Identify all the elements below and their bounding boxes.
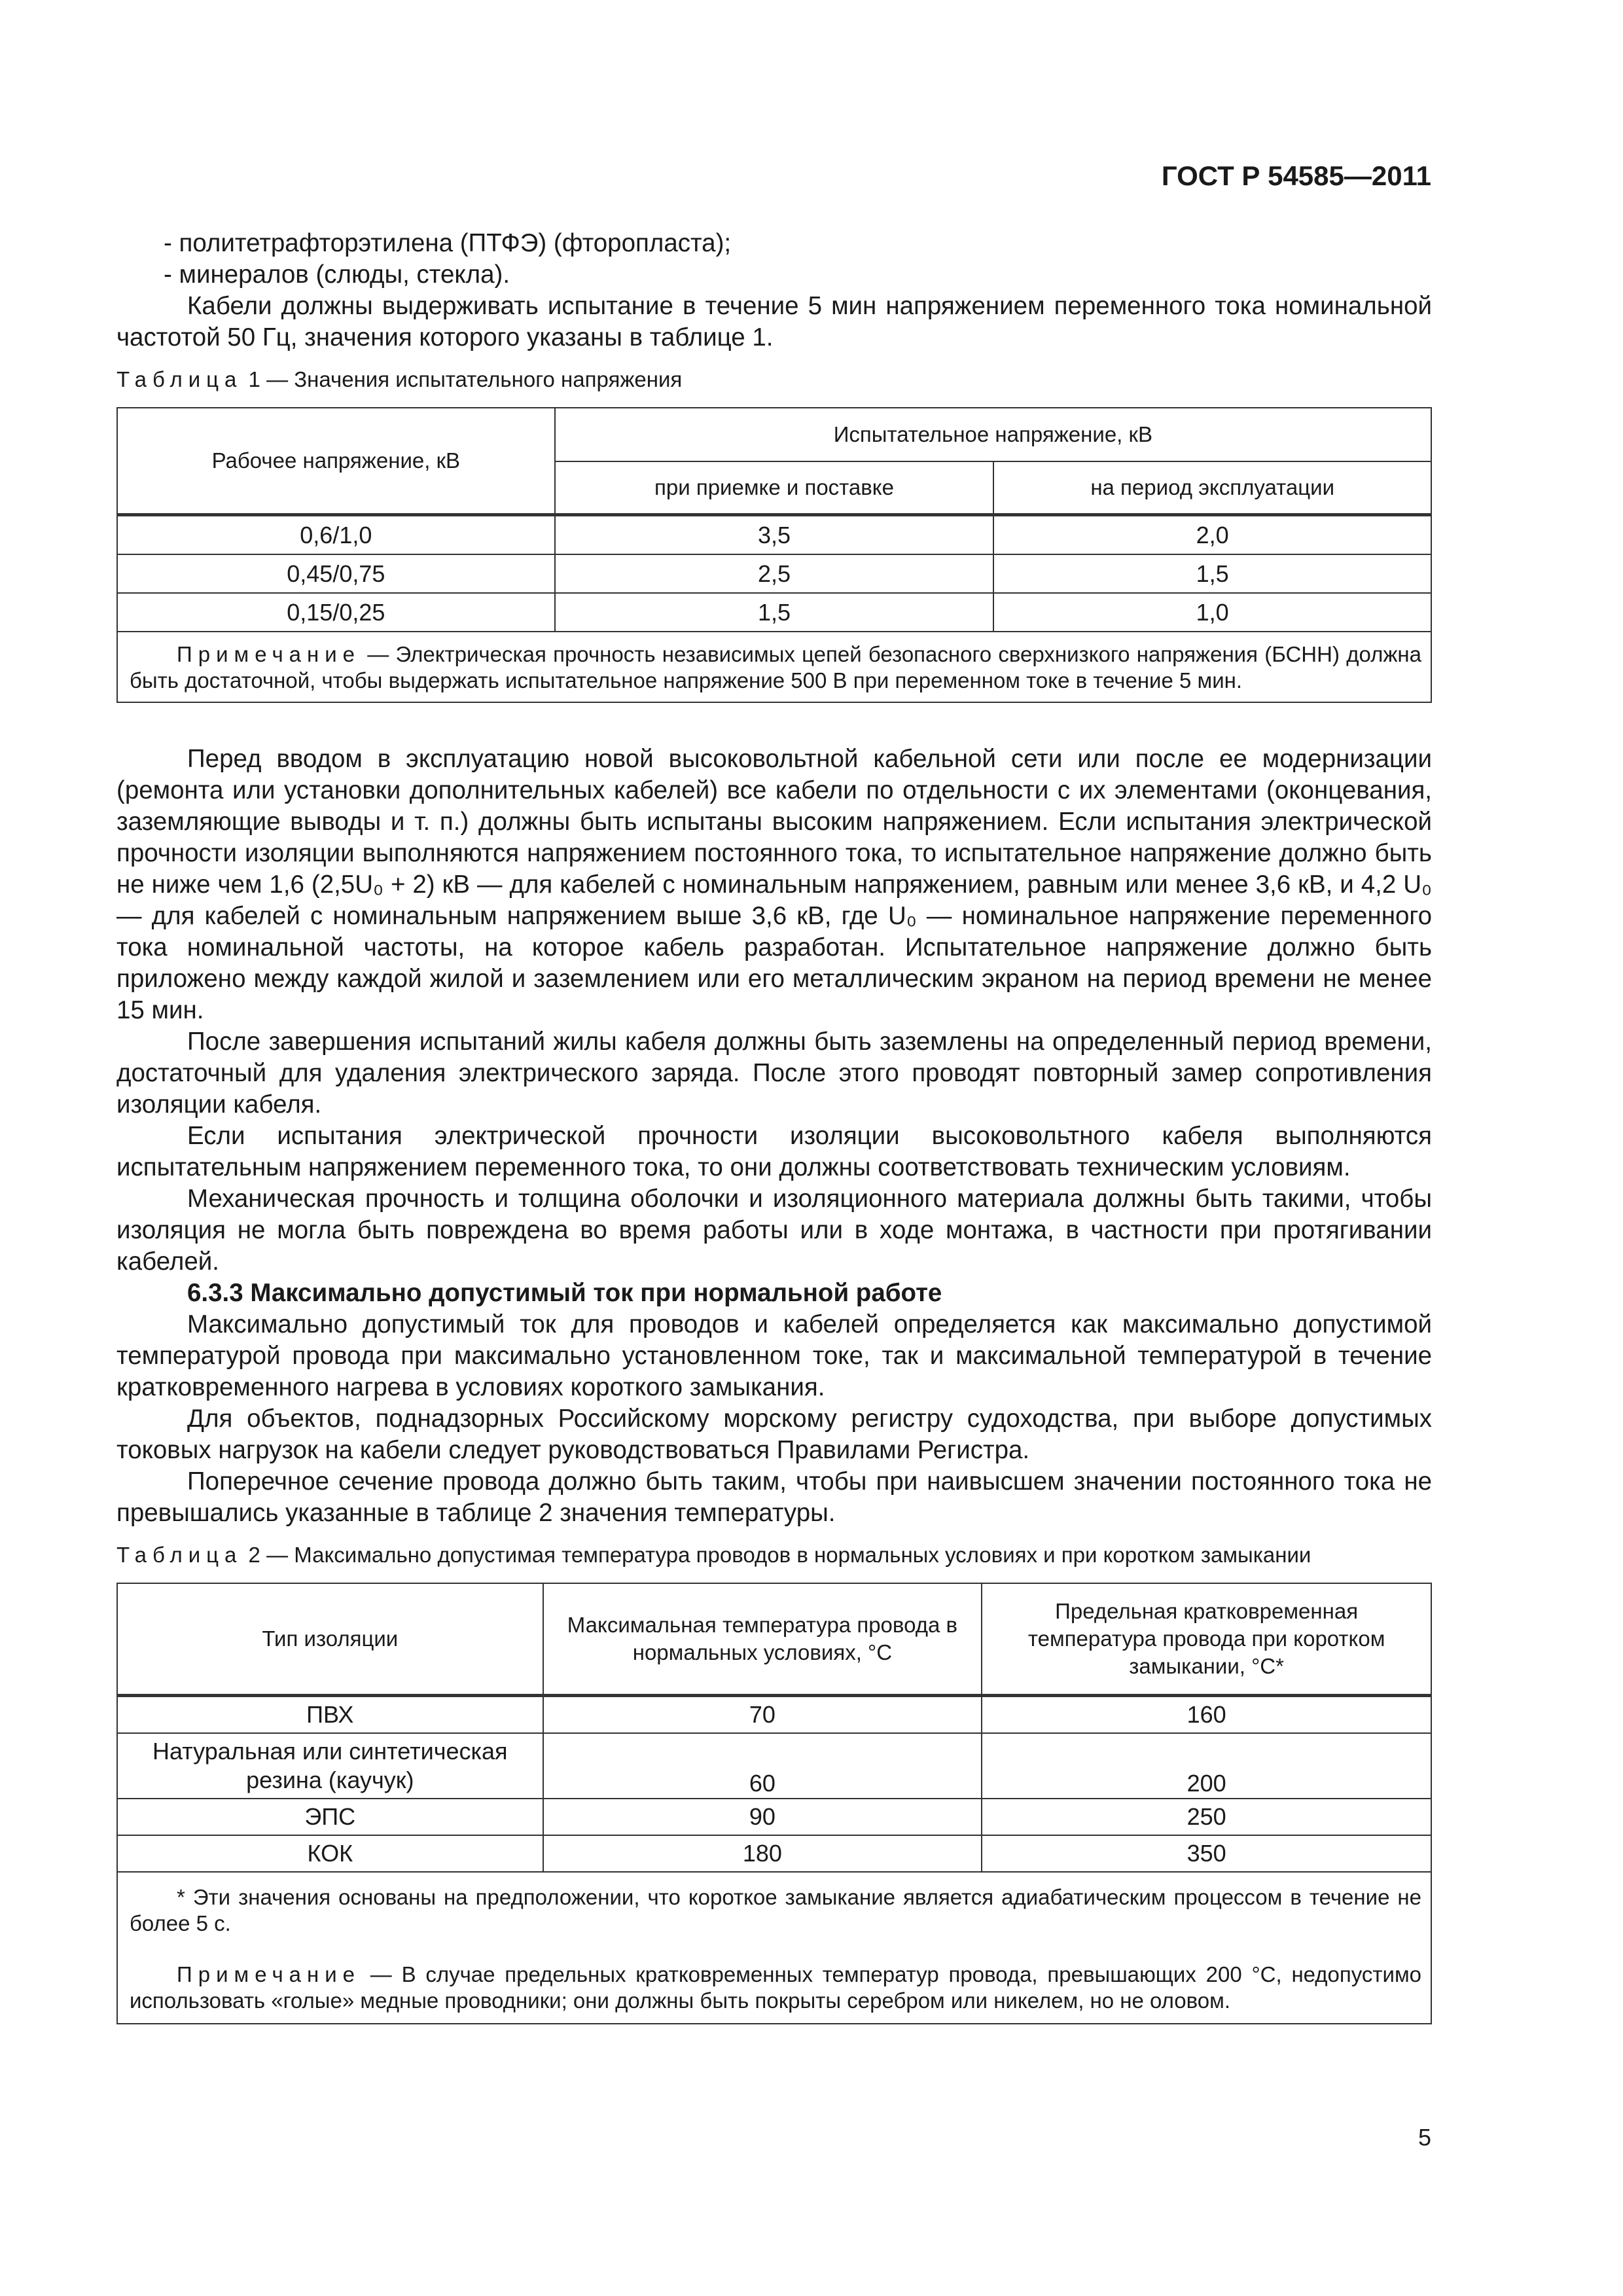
paragraph: Если испытания электрической прочности изоляции высоковольтного кабеля выполняются испытательным напряжением переменного тока, то они должны соответствовать техническим условиям. [116, 1122, 1432, 1181]
cell-max-temp: 60 [543, 1733, 982, 1799]
cell-insulation: Натуральная или синтетическая резина (каучук) [117, 1733, 543, 1799]
cell-operation: 1,0 [993, 593, 1431, 632]
table-row [117, 554, 1431, 593]
table-test-voltage [116, 407, 1432, 703]
table-row [117, 1696, 1431, 1734]
cell-limit-temp: 350 [982, 1835, 1431, 1872]
paragraph: Поперечное сечение провода должно быть таким, чтобы при наивысшем значении постоянного тока не превышались указанные в таблице 2 значения температуры. [116, 1467, 1432, 1527]
paragraph: Максимально допустимый ток для проводов и кабелей определяется как максимально допустимой температурой провода при максимально установленном токе, так и максимальной температурой в течение кратковременного нагрева в условиях короткого замыкания. [116, 1310, 1432, 1401]
cell-insulation: ЭПС [117, 1799, 543, 1835]
table2-footnote: * Эти значения основаны на предположении, что короткое замыкание является адиабатическим процессом в течение не более 5 с. [130, 1885, 1421, 1935]
paragraph: Перед вводом в эксплуатацию новой высоковольтной кабельной сети или после ее модернизации (ремонта или установки дополнительных кабелей) все кабели по отдельности с их элементами (оконцевания, заземляющие выводы и т. п.) должны быть испытаны высоким напряжением. Если испытания электрической прочности изоляции выполняются напряжением постоянного тока, то испытательное напряжение должно быть не ниже чем 1,6 (2,5U₀ + 2) кВ — для кабелей с номинальным напряжением, равным или менее 3,6 кВ, и 4,2 U₀ — для кабелей с номинальным напряжением выше 3,6 кВ, где U₀ — номинальное напряжение переменного тока номинальной частоты, на которое кабель разработан. Испытательное напряжение должно быть приложено между каждой жилой и заземлением или его металлическим экраном на период времени не менее 15 мин. [116, 745, 1432, 1024]
table-row [117, 1733, 1431, 1799]
cell-acceptance: 3,5 [555, 515, 994, 555]
section-heading: 6.3.3 Максимально допустимый ток при нормальной работе [187, 1279, 942, 1307]
cell-acceptance: 2,5 [555, 554, 994, 593]
table-max-temperature [116, 1583, 1432, 2024]
table1-note [117, 632, 1431, 702]
col-header-limit-temp: Предельная кратковременная температура провода при коротком замыкании, °C* [982, 1583, 1431, 1696]
cell-operation: 1,5 [993, 554, 1431, 593]
table1-caption-text: 1 — Значения испытательного напряжения [242, 367, 683, 391]
col-header-acceptance: при приемке и поставке [555, 461, 994, 515]
cell-limit-temp: 200 [982, 1733, 1431, 1799]
table-row [117, 593, 1431, 632]
col-header-max-temp: Максимальная температура провода в нормальных условиях, °C [543, 1583, 982, 1696]
cell-max-temp: 90 [543, 1799, 982, 1835]
cell-acceptance: 1,5 [555, 593, 994, 632]
col-header-working-voltage: Рабочее напряжение, кВ [117, 408, 555, 515]
cell-working: 0,45/0,75 [117, 554, 555, 593]
document-code: ГОСТ Р 54585—2011 [1161, 160, 1431, 191]
paragraph: Для объектов, поднадзорных Российскому морскому регистру судоходства, при выборе допустимых токовых нагрузок на кабели следует руководствоваться Правилами Регистра. [116, 1405, 1432, 1464]
table2-note [130, 1962, 1421, 2014]
cell-max-temp: 180 [543, 1835, 982, 1872]
cell-operation: 2,0 [993, 515, 1431, 555]
note-text: — В случае предельных кратковременных температур провода, превышающих 200 °C, недопустимо использовать «голые» медные проводники; они должны быть покрыты серебром или никелем, но не оловом. [130, 1962, 1421, 2013]
table-row [117, 515, 1431, 555]
col-header-test-voltage: Испытательное напряжение, кВ [555, 408, 1431, 461]
paragraph: Кабели должны выдерживать испытание в течение 5 мин напряжением переменного тока номинальной частотой 50 Гц, значения которого указаны в таблице 1. [116, 292, 1432, 351]
table2-notes [117, 1872, 1431, 2024]
table2-caption-text: 2 — Максимально допустимая температура проводов в нормальных условиях и при коротком замыкании [242, 1543, 1311, 1567]
paragraph: Механическая прочность и толщина оболочки и изоляционного материала должны быть такими, чтобы изоляция не могла быть повреждена во время работы или в ходе монтажа, в частности при протягивании кабелей. [116, 1185, 1432, 1276]
col-header-insulation-type: Тип изоляции [117, 1583, 543, 1696]
cell-limit-temp: 250 [982, 1799, 1431, 1835]
paragraph: После завершения испытаний жилы кабеля должны быть заземлены на определенный период времени, достаточный для удаления электрического заряда. После этого проводят повторный замер сопротивления изоляции кабеля. [116, 1028, 1432, 1119]
table2-caption-word: Таблица [116, 1543, 243, 1567]
cell-insulation: ПВХ [117, 1696, 543, 1734]
table-row [117, 1799, 1431, 1835]
note-word: Примечание [177, 642, 361, 666]
table2-caption [116, 1541, 1432, 1570]
table1-caption [116, 365, 1432, 394]
note-word: Примечание [177, 1962, 361, 1986]
page-number: 5 [1418, 2124, 1431, 2151]
table-row [117, 1835, 1431, 1872]
note-text: — Электрическая прочность независимых цепей безопасного сверхнизкого напряжения (БСНН) должна быть достаточной, чтобы выдержать испытательное напряжение 500 В при переменном токе в течение 5 мин. [130, 642, 1421, 692]
table1-caption-word: Таблица [116, 367, 243, 391]
cell-working: 0,15/0,25 [117, 593, 555, 632]
cell-limit-temp: 160 [982, 1696, 1431, 1734]
list-item: - политетрафторэтилена (ПТФЭ) (фторопласта); [164, 229, 732, 257]
cell-insulation: КОК [117, 1835, 543, 1872]
col-header-operation: на период эксплуатации [993, 461, 1431, 515]
cell-max-temp: 70 [543, 1696, 982, 1734]
list-item: - минералов (слюды, стекла). [164, 260, 510, 289]
cell-working: 0,6/1,0 [117, 515, 555, 555]
page-content [116, 228, 1432, 2024]
